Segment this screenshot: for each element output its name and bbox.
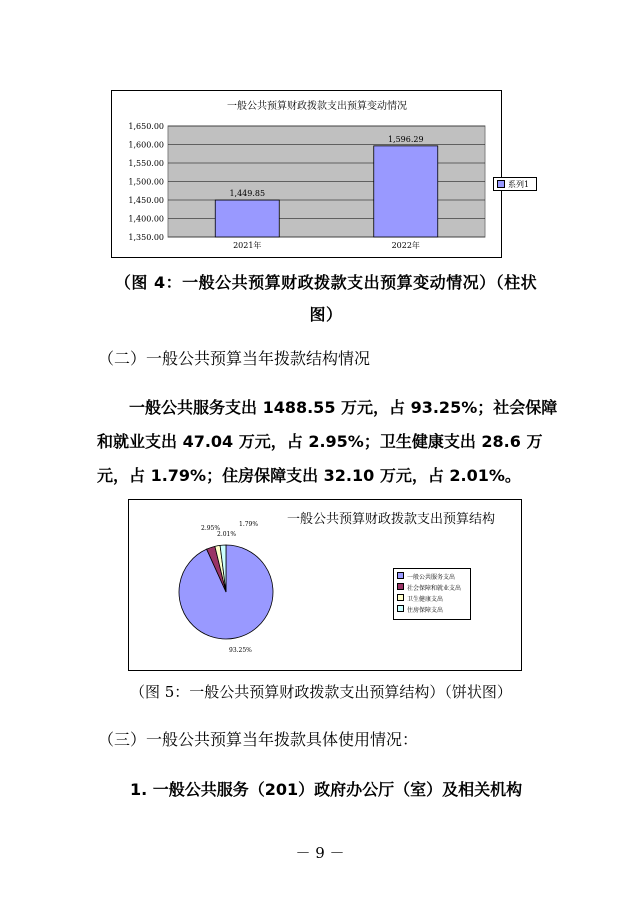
- bar-ytick-label: 1,550.00: [128, 159, 164, 168]
- bar: [374, 146, 438, 237]
- bar-chart-frame: [111, 90, 530, 258]
- bar-xtick-label: 2022年: [391, 241, 420, 250]
- pie-chart-frame: [128, 499, 522, 671]
- pie-legend-item: [397, 572, 467, 583]
- bar-chart: [112, 91, 501, 257]
- bar-ytick-label: 1,450.00: [128, 196, 164, 205]
- bar-ytick-label: 1,350.00: [128, 233, 164, 242]
- para1-line1: 一般公共服务支出 1488.55 万元，占 93.25%；社会保障: [129, 398, 558, 417]
- pie-legend-swatch: [397, 583, 404, 590]
- pie-slice-label: 2.95%: [201, 525, 221, 532]
- page-number: － 9 －: [295, 844, 345, 862]
- bar-value-label: 1,449.85: [229, 189, 266, 199]
- pie-slice-label: 93.25%: [229, 647, 252, 654]
- bar-ytick-label: 1,650.00: [128, 122, 164, 131]
- pie-legend-label: 住房保障支出: [407, 607, 444, 614]
- bar-value-label: 1,596.29: [387, 134, 424, 144]
- legend-label: 系列1: [508, 179, 530, 189]
- pie-legend-swatch: [397, 572, 404, 579]
- figure4-caption-line1: （图 4：一般公共预算财政拨款支出预算变动情况）（柱状: [114, 273, 538, 292]
- item1-heading: 1. 一般公共服务（201）政府办公厅（室）及相关机构: [130, 780, 523, 799]
- pie-chart-legend: [393, 568, 471, 620]
- pie-legend-label: 社会保障和就业支出: [407, 585, 462, 592]
- bar: [215, 200, 279, 237]
- pie-chart-title: 一般公共预算财政拨款支出预算结构: [286, 512, 496, 527]
- section3-heading: （三）一般公共预算当年拨款具体使用情况：: [98, 730, 419, 749]
- para1-line3: 元，占 1.79%；住房保障支出 32.10 万元，占 2.01%。: [97, 466, 521, 485]
- bar-chart-title: 一般公共预算财政拨款支出预算变动情况: [227, 101, 407, 112]
- pie-legend-label: 卫生健康支出: [407, 596, 444, 603]
- pie-legend-label: 一般公共服务支出: [407, 574, 456, 581]
- pie-slice-label: 1.79%: [239, 521, 259, 528]
- pie-legend-swatch: [397, 594, 404, 601]
- pie-legend-item: [397, 583, 467, 594]
- bar-xtick-label: 2021年: [233, 241, 262, 250]
- figure5-caption: （图 5：一般公共预算财政拨款支出预算结构）（饼状图）: [130, 683, 512, 701]
- bar-ytick-label: 1,500.00: [128, 177, 164, 187]
- figure4-caption-line2: 图）: [309, 305, 343, 324]
- para1-line2: 和就业支出 47.04 万元，占 2.95%；卫生健康支出 28.6 万: [97, 432, 543, 451]
- pie-slice-label: 2.01%: [217, 531, 237, 538]
- pie-legend-swatch: [397, 605, 404, 612]
- bar-chart-legend: [493, 177, 537, 191]
- bar-ytick-label: 1,600.00: [128, 140, 164, 150]
- pie-legend-item: [397, 605, 467, 616]
- bar-ytick-label: 1,400.00: [128, 214, 164, 224]
- pie-legend-item: [397, 594, 467, 605]
- section2-heading: （二）一般公共预算当年拨款结构情况: [98, 349, 371, 368]
- legend-swatch: [497, 180, 505, 188]
